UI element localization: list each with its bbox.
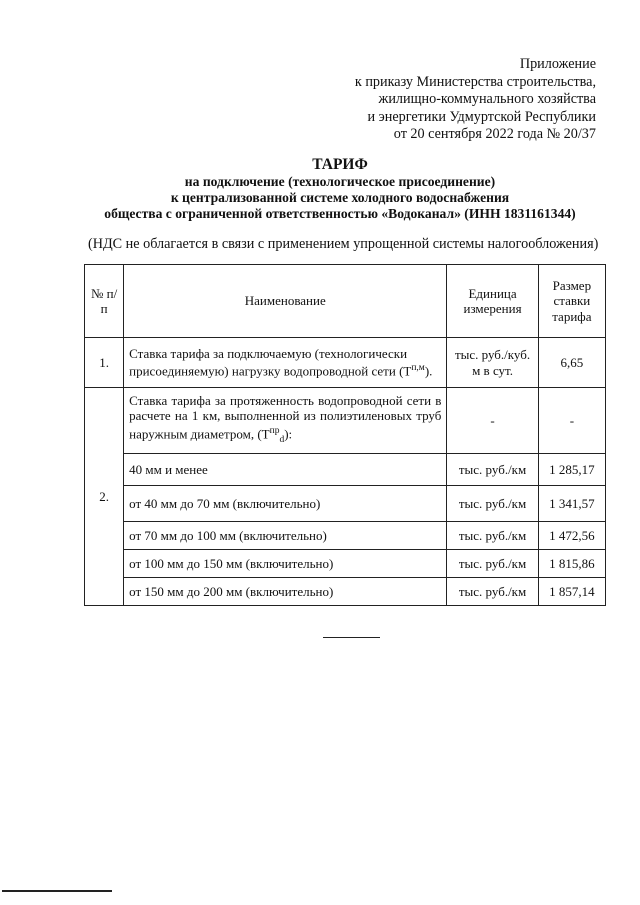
- row-name: от 40 мм до 70 мм (включительно): [124, 486, 447, 522]
- row-name: от 150 мм до 200 мм (включительно): [124, 578, 447, 606]
- appendix-line: Приложение: [519, 56, 596, 72]
- title-line: общества с ограниченной ответственностью «Водоканал» (ИНН 1831161344): [104, 206, 576, 221]
- title-line: к централизованной системе холодного водоснабжения: [170, 190, 510, 205]
- footer-rule: [2, 890, 112, 892]
- title-line: на подключение (технологическое присоединение): [184, 174, 496, 189]
- row-name: от 70 мм до 100 мм (включительно): [124, 522, 447, 550]
- appendix-line: от 20 сентября 2022 года № 20/37: [393, 126, 596, 143]
- header-unit: Единица измерения: [447, 265, 538, 338]
- appendix-line: жилищно-коммунального хозяйства: [378, 91, 596, 108]
- table-row: [85, 550, 606, 578]
- vat-note: (НДС не облагается в связи с применением упрощенной системы налогообложения): [88, 236, 599, 252]
- tariff-table: [84, 264, 606, 606]
- table-header-row: [85, 265, 606, 338]
- row-value: 1 341,57: [538, 486, 605, 522]
- appendix-header: [355, 56, 596, 144]
- row-value: 1 815,86: [538, 550, 605, 578]
- title-main: ТАРИФ: [312, 156, 368, 173]
- appendix-line: к приказу Министерства строительства,: [354, 73, 596, 90]
- table-row: [85, 578, 606, 606]
- row-value: 6,65: [538, 338, 605, 388]
- row-num: 1.: [85, 338, 124, 388]
- row-unit: тыс. руб./км: [447, 578, 538, 606]
- row-unit: тыс. руб./км: [447, 550, 538, 578]
- table-row: [85, 486, 606, 522]
- document-title: [40, 156, 640, 222]
- row-unit: тыс. руб./км: [447, 522, 538, 550]
- row-name: от 100 мм до 150 мм (включительно): [124, 550, 447, 578]
- row-value: 1 472,56: [538, 522, 605, 550]
- table-row: [85, 388, 606, 454]
- appendix-line: и энергетики Удмуртской Республики: [367, 108, 596, 125]
- row-unit: тыс. руб./км: [447, 454, 538, 486]
- row-value: 1 285,17: [538, 454, 605, 486]
- row-value: -: [538, 388, 605, 454]
- row-unit: тыс. руб./км: [447, 486, 538, 522]
- row-name: Ставка тарифа за протяженность водопроводной сети в расчете на 1 км, выполненной из полиэтиленовых труб наружным диаметром, $(Т^{пр}_d)$:: [124, 388, 447, 454]
- row-num: 2.: [85, 388, 124, 606]
- row-unit: тыс. руб./куб. м в сут.: [447, 338, 538, 388]
- header-name: Наименование: [124, 265, 447, 338]
- row-name: Ставка тарифа за подключаемую (технологически присоединяемую) нагрузку водопроводной сети $(Т^{п,м})$.: [124, 338, 447, 388]
- header-num: № п/п: [85, 265, 124, 338]
- row-unit: -: [447, 388, 538, 454]
- header-value: Размер ставки тарифа: [538, 265, 605, 338]
- row-value: 1 857,14: [538, 578, 605, 606]
- table-row: [85, 454, 606, 486]
- table-row: [85, 338, 606, 388]
- end-divider: [323, 637, 380, 638]
- table-row: [85, 522, 606, 550]
- row-name: 40 мм и менее: [124, 454, 447, 486]
